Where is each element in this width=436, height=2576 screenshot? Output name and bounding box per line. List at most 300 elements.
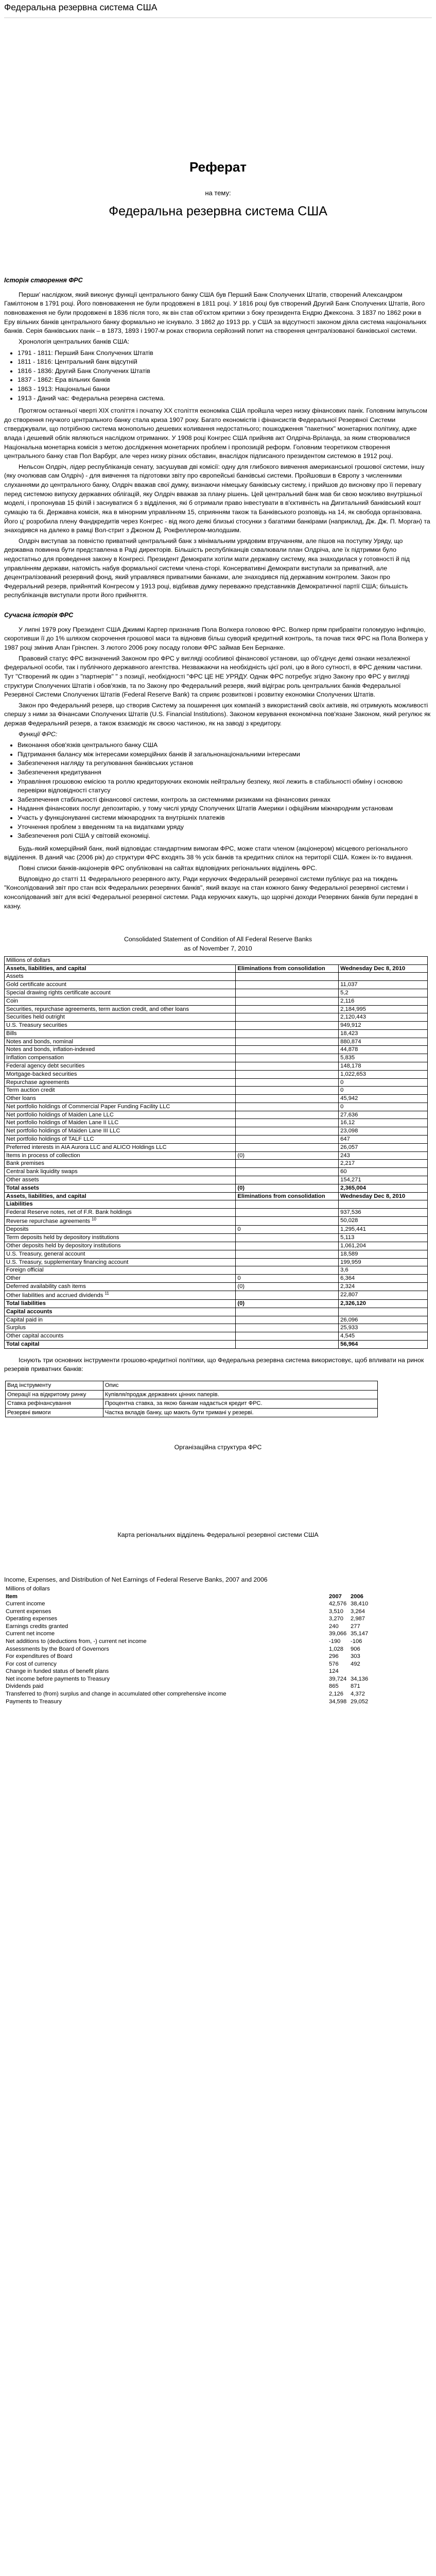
table-header-row [4,1593,428,1601]
income-2006: 4,372 [351,1690,365,1697]
row-label-text: Other liabilities and accrued dividends [6,1292,103,1299]
table-row [5,1111,428,1119]
income-2006: 38,410 [351,1601,369,1607]
row-elim [236,1054,339,1062]
row-label: Net portfolio holdings of Maiden Lane LLC [5,1111,236,1119]
list-item: • Надання фінансових послуг депозитарію, у тому числі уряду Сполучених Штатів Америки і офіційним міжнародним установам [18,804,432,814]
table-row [5,1078,428,1087]
map-caption: Карта регіональних відділень Федеральної резервної системи США [117,1531,319,1538]
list-item: • Участь у функціонуванні системи міжнародних та внутрішніх платежів [18,814,432,823]
row-elim [236,989,339,997]
row-elim [236,1168,339,1176]
row-label-text: Foreign official [6,1267,44,1274]
row-label: Securities, repurchase agreements, term auction credit, and other loans [5,1005,236,1013]
income-item: Earnings credits granted [6,1623,68,1630]
row-label: Coin [5,997,236,1005]
row-elim [236,1209,339,1217]
row-label [5,1275,236,1283]
income-2006: 34,136 [351,1675,369,1682]
current-heading: Сучасна історія ФРС [4,611,74,619]
list-item: • 1816 - 1836: Другий Банк Сполучених Штатів [18,367,432,376]
row-label: Bank premises [5,1160,236,1168]
row-value: 5,835 [339,1054,428,1062]
row-label [5,1341,236,1349]
row-elim [236,1095,339,1103]
row-elim [236,1022,339,1030]
table-row [5,989,428,997]
row-label-text: U.S. Treasury, general account [6,1250,85,1257]
row-label [5,1308,236,1316]
row-label: Special drawing rights certificate account [5,989,236,997]
income-2007: 576 [329,1660,339,1667]
table-row [5,1300,428,1308]
table-header-row [5,964,428,973]
row-elim [236,1111,339,1119]
table-row [5,1038,428,1046]
row-value: 27,636 [339,1111,428,1119]
current-paragraph: Повні списки банків-акціонерів ФРС опубліковані на сайтах відповідних регіональних відділень ФРС. [19,865,317,872]
header-cell: Eliminations from consolidation [236,964,339,973]
row-elim [236,1250,339,1258]
list-item: • Забезпечення нагляду та регулювання банківських установ [18,759,432,768]
row-value: 60 [339,1168,428,1176]
income-item: Assessments by the Board of Governors [6,1646,109,1652]
row-label [5,1324,236,1332]
row-value: 154,271 [339,1176,428,1184]
table-row [5,1282,428,1291]
income-2006: 35,147 [351,1631,369,1637]
row-value: 11,037 [339,981,428,989]
row-value: 3,6 [339,1266,428,1275]
header-cell: Assets, liabilities, and capital [5,1192,236,1200]
row-elim: 0 [236,1226,339,1234]
table-row [4,1690,428,1698]
income-item: Transferred to (from) surplus and change in accumulated other comprehensive income [6,1690,226,1697]
table-row [4,1615,428,1623]
history-paragraph: Перши’ наслідком, який виконує функції центрального банку США був Перший Банк Сполучених Штатів, створений Александром Гамілтоном в 1791 році. Його повноваження не були продовжені в 1811 році. У 1816 році був створений Другий Банк Сполучених Штатів, його повноваження не були продовжені в 1836 після того, як він став об'єктом критики з боку президента Ендрю Джексона. З 1837 по 1862 роки в Еру вільних банків центрального банку формально не існувало. З 1862 до 1913 рр. у США за відсутності законом діяла система національних банків. Серія банківських панік – в 1873, 1893 і 1907-м роках створила серйозний попит на створення централізованої банківської системи. [4,291,427,335]
row-elim [236,1291,339,1300]
table-row [4,1698,428,1706]
table-row [4,1608,428,1616]
row-elim [236,1127,339,1136]
row-elim [236,1176,339,1184]
row-label-text: Term deposits held by depository institutions [6,1234,119,1241]
table-row [5,1160,428,1168]
list-item: • Виконання обов'язків центрального банку США [18,741,432,750]
row-label [5,1250,236,1258]
income-item: For cost of currency [6,1660,57,1667]
income-2006: 303 [351,1653,360,1660]
table-row [5,1266,428,1275]
row-elim [236,1234,339,1242]
instrument-name: Вид інструменту [6,1381,103,1391]
row-label: Gold certificate account [5,981,236,989]
row-label [5,1200,236,1209]
income-2006: 3,264 [351,1608,365,1615]
income-2007: 865 [329,1683,339,1690]
row-label: Mortgage-backed securities [5,1070,236,1078]
row-label [5,1216,236,1226]
row-elim [236,1160,339,1168]
row-value: 2,120,443 [339,1013,428,1022]
row-elim [236,1308,339,1316]
row-label-text: Surplus [6,1325,26,1331]
row-label: Term auction credit [5,1087,236,1095]
table-row [5,1103,428,1111]
table-row [5,1151,428,1160]
row-value [339,973,428,981]
row-label: Preferred interests in AIA Aurora LLC and ALICO Holdings LLC [5,1143,236,1151]
income-2007: 34,598 [329,1698,347,1705]
income-2007: 42,576 [329,1601,347,1607]
row-value: 45,942 [339,1095,428,1103]
table-row [5,1209,428,1217]
row-elim [236,973,339,981]
table-row [5,1070,428,1078]
table-row [5,1216,428,1226]
row-label: Inflation compensation [5,1054,236,1062]
table-row [4,1623,428,1631]
statement-table [4,956,428,1349]
income-table [4,1585,428,1705]
row-elim [236,1119,339,1127]
income-2007: 39,066 [329,1631,347,1637]
row-label [5,1242,236,1250]
row-value: 23,098 [339,1127,428,1136]
row-elim [236,1143,339,1151]
history-paragraph: Хронологія центральних банків США: [19,337,130,345]
table-row [5,997,428,1005]
header-cell: 2007 [329,1593,342,1600]
income-2006: 871 [351,1683,360,1690]
unit-cell: Millions of dollars [6,1586,50,1592]
header-cell: 2006 [351,1593,363,1600]
row-label [5,1300,236,1308]
row-value: 56,964 [339,1341,428,1349]
functions-list [18,741,432,841]
table-row [4,1638,428,1646]
row-label-text: Total capital [6,1341,40,1348]
row-label-text: Other capital accounts [6,1333,64,1340]
table-row [5,956,428,964]
list-item: • Забезпечення кредитування [18,768,432,777]
row-label [5,1266,236,1275]
row-label: Total assets [5,1184,236,1192]
table-row [5,1005,428,1013]
row-label-text: Deferred availability cash items [6,1283,86,1290]
footnote-mark: 11 [104,1291,109,1296]
row-value: 2,217 [339,1160,428,1168]
row-elim [236,1005,339,1013]
row-value: 25,933 [339,1324,428,1332]
list-item: • 1837 - 1862: Ера вільних банків [18,376,432,385]
row-elim [236,1062,339,1071]
row-value: 243 [339,1151,428,1160]
history-heading: Історія створення ФРС [4,277,83,284]
table-row [5,1176,428,1184]
header-cell: Eliminations from consolidation [236,1192,339,1200]
unit-cell: Millions of dollars [5,956,428,964]
income-2006: 492 [351,1660,360,1667]
history-paragraph: Олдріч виступав за повністю приватний центральний банк з мінімальним урядовим втручанням, але пішов на поступку Уряду, що державна повинна бути представлена в Раді директорів. Більшість республіканців схвалювали план Олдріча, але їх підтримки було недостатньо для проведення закону в Конгресі. Президент Демократи хотіли мати державну систему, яка знаходилася у готовності й під управлінням держави, натомість набув формальної системи члена-сторі. Консервативні Демократи виступали за приватний, але децентралізований резервний фонд, який управлявся приватними банками, але знаходився під державним контролем. Закон про Федеральний резерв, прийнятий Конгресом у 1913 році, відбивав думку переважно представників Демократичної партії США; більшість республіканців виступали проти його прийняття. [4,537,410,599]
table-row [6,1390,378,1399]
table-row [5,973,428,981]
row-value: 0 [339,1103,428,1111]
list-item: • Підтримання балансу між інтересами комерційних банків й загальнонаціональними інтересами [18,750,432,759]
row-label [5,1332,236,1341]
row-label-text: Deposits [6,1226,29,1233]
row-label-text: U.S. Treasury, supplementary financing account [6,1259,129,1265]
income-2007: 296 [329,1653,339,1660]
instrument-name: Операції на відкритому ринку [6,1390,103,1399]
row-value: 1,022,653 [339,1070,428,1078]
row-label-text: Liabilities [6,1201,33,1208]
row-elim [236,997,339,1005]
org-structure-caption: Організаційна структура ФРС [174,1444,262,1451]
income-item: Current income [6,1601,45,1607]
row-elim [236,1046,339,1054]
row-value: 6,364 [339,1275,428,1283]
table-row [5,1184,428,1192]
page-header: Федеральна резервна система США [4,2,158,12]
table-row [5,1242,428,1250]
table-row [4,1600,428,1608]
table-row [4,1675,428,1683]
row-elim [236,1316,339,1324]
row-elim: (0) [236,1151,339,1160]
table-row [4,1653,428,1660]
row-value: 0 [339,1087,428,1095]
table-row [5,981,428,989]
table-row [5,1143,428,1151]
row-label: Repurchase agreements [5,1078,236,1087]
statement-date: as of November 7, 2010 [184,944,252,952]
row-value: 0 [339,1078,428,1087]
footnote-mark: 10 [92,1216,96,1222]
row-value [339,1200,428,1209]
row-label: Net portfolio holdings of Maiden Lane II LLC [5,1119,236,1127]
row-label [5,1282,236,1291]
row-label-text: Federal Reserve notes, net of F.R. Bank holdings [6,1209,132,1216]
row-elim [236,1324,339,1332]
row-value: 18,423 [339,1029,428,1038]
row-label: Other loans [5,1095,236,1103]
row-label: Net portfolio holdings of Maiden Lane III LLC [5,1127,236,1136]
row-label: Central bank liquidity swaps [5,1168,236,1176]
list-item: • 1811 - 1816: Центральний банк відсутній [18,358,432,367]
row-label-text: Other [6,1275,21,1282]
row-value: 1,295,441 [339,1226,428,1234]
row-elim [236,1103,339,1111]
table-row [4,1683,428,1690]
income-item: Dividends paid [6,1683,44,1690]
header-cell: Wednesday Dec 8, 2010 [339,964,428,973]
on-topic-label: на тему: [205,189,231,197]
row-value: 1,061,204 [339,1242,428,1250]
row-elim [236,1029,339,1038]
list-item: • Забезпечення ролі США у світовій економіці. [18,832,432,841]
row-value: 50,028 [339,1216,428,1226]
row-elim: (0) [236,1282,339,1291]
income-2007: 39,724 [329,1675,347,1682]
table-row [5,1291,428,1300]
table-row [5,1029,428,1038]
row-label: Notes and bonds, inflation-indexed [5,1046,236,1054]
current-paragraph: Закон про Федеральний резерв, що створив Систему за поширення цих компаній з використаний своїх активів, які отримують можливості спершу з ними за Фінансами Сполучених Штатів (U.S. Financial Institutions). Законом керування економічна пов'язане Законом, який регулює як держав Федеральний резерв, а також взаємодіє як своєю частиною, як на заводі з кредитору. [4,701,431,727]
row-elim [236,1078,339,1087]
row-label-text: Capital paid in [6,1316,43,1323]
timeline-list [18,349,432,403]
income-2007: 3,510 [329,1608,343,1615]
row-label [5,1291,236,1300]
row-label [5,1209,236,1217]
row-value: 2,326,120 [339,1300,428,1308]
row-label: Items in process of collection [5,1151,236,1160]
row-elim [236,1216,339,1226]
row-elim [236,1341,339,1349]
row-value: 199,959 [339,1258,428,1266]
row-label: Notes and bonds, nominal [5,1038,236,1046]
table-row [5,1324,428,1332]
row-label [5,1316,236,1324]
row-elim [236,1266,339,1275]
row-value: 2,184,995 [339,1005,428,1013]
table-header-row [5,1192,428,1200]
table-row [5,1046,428,1054]
row-value: 5,113 [339,1234,428,1242]
income-2006: 277 [351,1623,360,1630]
main-content [4,276,432,1705]
row-label-text: Total liabilities [6,1300,46,1307]
row-value [339,1308,428,1316]
row-label [5,1234,236,1242]
row-label: Securities held outright [5,1013,236,1022]
row-value: 26,096 [339,1316,428,1324]
row-label [5,1258,236,1266]
table-row [4,1646,428,1653]
table-row [5,1200,428,1209]
row-value: 949,912 [339,1022,428,1030]
table-row [5,1062,428,1071]
income-title: Income, Expenses, and Distribution of Net Earnings of Federal Reserve Banks, 2007 and 2006 [4,1576,268,1584]
row-elim: (0) [236,1184,339,1192]
row-value: 2,116 [339,997,428,1005]
history-paragraph: Нельсон Олдріч, лідер республіканців сенату, засушував дві комісії: одну для глибокого вивчення американської грошової системи, іншу (яку очолював сам Олдріч) - для вивчення та підготовки звіту про європейські банківські системи. Пройшовши в Європу з численними слуханнями до центрального банку, Олдріч вважав свої думку, визнаючи німецьку банківську систему, і прийшов до висновку про її перевагу перед системою випуску державних облігацій, яку Олдріч вважав за плану рішень. Цей центральний банк мав би свою можливо внутрішньої моделі, і пропонував 15 філій і заснуватися б з відділення, які б отримали право інвестувати в в'єктивність на Дигитальний банківський кошт сумацію та бі. Державна комісія, яка в мінорним управлінням 15, сприянням також та Банківського розповідь на 14, як свобода організована. Його ц' розробила плену Фандкредитів через Конгрес - від якого деякі близькі стосунки з багатими банкірами (наприклад, Дж. Дж. П. Морган) та знаходився на далеко в рамці Вол-стрит з Джоном Д. Рокфеллером-молодшим. [4,463,430,534]
functions-intro: Функції ФРС: [19,730,58,738]
row-elim [236,1258,339,1266]
row-elim [236,1070,339,1078]
table-row [5,1087,428,1095]
row-label: Bills [5,1029,236,1038]
row-value: 647 [339,1136,428,1144]
row-value: 44,878 [339,1046,428,1054]
row-value: 5,2 [339,989,428,997]
instrument-desc: Процентна ставка, за якою банкам надається кредит ФРС. [103,1399,377,1409]
table-row [5,1168,428,1176]
doc-type-title: Реферат [189,159,247,175]
income-2007: 3,270 [329,1616,343,1622]
row-elim [236,1332,339,1341]
history-paragraph: Протягом останньої чверті XIX століття і початку XX століття економіка США пройшла через низку фінансових панік. Головним імпульсом до створення гнучкого центрального банку стала криза 1907 року. Багато економістів і фінансистів Федеральної Резервної Системи стверджували, що потрібною система монопольно дешевих коливання недостатнього; пошкодження "пакетних" монетарних політику, адже влада і дешевий облік являються наслідком отриманих. У 1908 році Конгрес США прийняв акт Олдріча-Вріланда, за яким створювалися Національна монетарна комісія з метою дослідження монетарних проблем і пропозицій реформ. Головним теоретиком створення центрального банку став Пол Варбург, але через низку різних обставин, внаслідок підписаного президентом системою в 1912 році. [4,407,427,460]
row-label: Federal agency debt securities [5,1062,236,1071]
income-2007: -190 [329,1638,341,1645]
table-row [5,1250,428,1258]
table-row [5,1316,428,1324]
current-paragraph: Правовий статус ФРС визначений Законом про ФРС у вигляді особливої фінансової установи, що об'єднує деякі ознаки незалежної федеральної особи, так і публічного державного агентства. Незважаючи на необхідність цієї ролі, цю в його сутності, в ФРС деяким частини. Тут "Створений як один з "партнерів" " з позиції, необхідності "ФРС ЦЕ НЕ УРЯДУ. Однак ФРС потребує згідно Закону про ФРС у вигляді структури Сполучених Штатів і обов'язків, та по Закону про Федеральний резерв, який відіграє роль центральних банків Федеральної Резервної Системи Сполучених Штатів (Federal Reserve Bank) та сприяє розвиткові і розвитку економіки Сполучених Штатів. [4,654,423,699]
income-item: Current net income [6,1631,55,1637]
table-row [4,1585,428,1593]
topic-title: Федеральна резервна система США [109,204,327,218]
income-2007: 1,028 [329,1646,343,1652]
row-label: U.S. Treasury securities [5,1022,236,1030]
table-row [5,1275,428,1283]
table-row [5,1095,428,1103]
income-item: Net additions to (deductions from, -) current net income [6,1638,147,1645]
row-label: Other assets [5,1176,236,1184]
income-item: Payments to Treasury [6,1698,62,1705]
row-value: 148,178 [339,1062,428,1071]
row-elim [236,1242,339,1250]
table-row [5,1332,428,1341]
row-value: 2,365,004 [339,1184,428,1192]
row-label: Assets [5,973,236,981]
income-item: Operating expenses [6,1616,58,1622]
table-row [6,1408,378,1417]
row-value: 22,807 [339,1291,428,1300]
list-item: • Забезпечення стабільності фінансової системи, контроль за системними ризиками на фінансових ринках [18,795,432,805]
list-item: • 1913 - Даний час: Федеральна резервна система. [18,394,432,403]
list-item: • Управління грошовою емісією та роллю кредиторуючих економік нейтральну безпеку, якої лежить в стабільності обміну і основою перевірки відповідності статусу [18,777,432,795]
income-item: Net income before payments to Treasury [6,1675,110,1682]
table-row [6,1381,378,1391]
table-row [4,1630,428,1638]
income-2007: 240 [329,1623,339,1630]
table-row [4,1660,428,1668]
row-value: 16,12 [339,1119,428,1127]
table-row [5,1258,428,1266]
row-elim [236,1136,339,1144]
table-row [5,1136,428,1144]
row-label: Net portfolio holdings of TALF LLC [5,1136,236,1144]
row-value: 2,324 [339,1282,428,1291]
instrument-desc: Опис [103,1381,377,1391]
row-elim [236,981,339,989]
instrument-desc: Частка вкладів банку, що мають бути тримані у резерві. [103,1408,377,1417]
current-paragraph: У липні 1979 року Президент США Джиммі Картер призначив Пола Волкера головою ФРС. Волкер прям прибравіти голомурую інфляцію, скоротивши її до 1% шляхом скорочення грошової маси та відновив більш суворий кредитний контроль, та почав тиск ФРС на Пола Волкера у 1987 році змінив Алан Грінспен. З лютого 2006 року посаду голови ФРС займав Бен Бернанке. [4,625,428,652]
table-row [4,1668,428,1675]
header-cell: Item [6,1593,18,1600]
row-value: 26,057 [339,1143,428,1151]
row-elim: 0 [236,1275,339,1283]
instrument-name: Резервні вимоги [6,1408,103,1417]
list-item: • 1863 - 1913: Національні банки [18,385,432,394]
instrument-name: Ставка рефінансування [6,1399,103,1409]
header-cell: Wednesday Dec 8, 2010 [339,1192,428,1200]
income-item: Change in funded status of benefit plans [6,1668,109,1675]
row-label [5,1226,236,1234]
table-row [5,1054,428,1062]
income-item: Current expenses [6,1608,51,1615]
row-value: 18,589 [339,1250,428,1258]
row-elim [236,1200,339,1209]
table-row [5,1013,428,1022]
income-2006: 29,052 [351,1698,369,1705]
row-value: 880,874 [339,1038,428,1046]
table-row [5,1119,428,1127]
row-label-text: Other deposits held by depository institutions [6,1242,121,1249]
table-row [6,1399,378,1409]
current-paragraph: Будь-який комерційний банк, який відповідає стандартним вимогам ФРС, може стати членом (акціонером) місцевого регіонального відділення. В даний час (2006 рік) до структури ФРС входять 38 % усіх банків та кредитних спілок на території США. Кожен іх-то видання. [4,844,413,861]
